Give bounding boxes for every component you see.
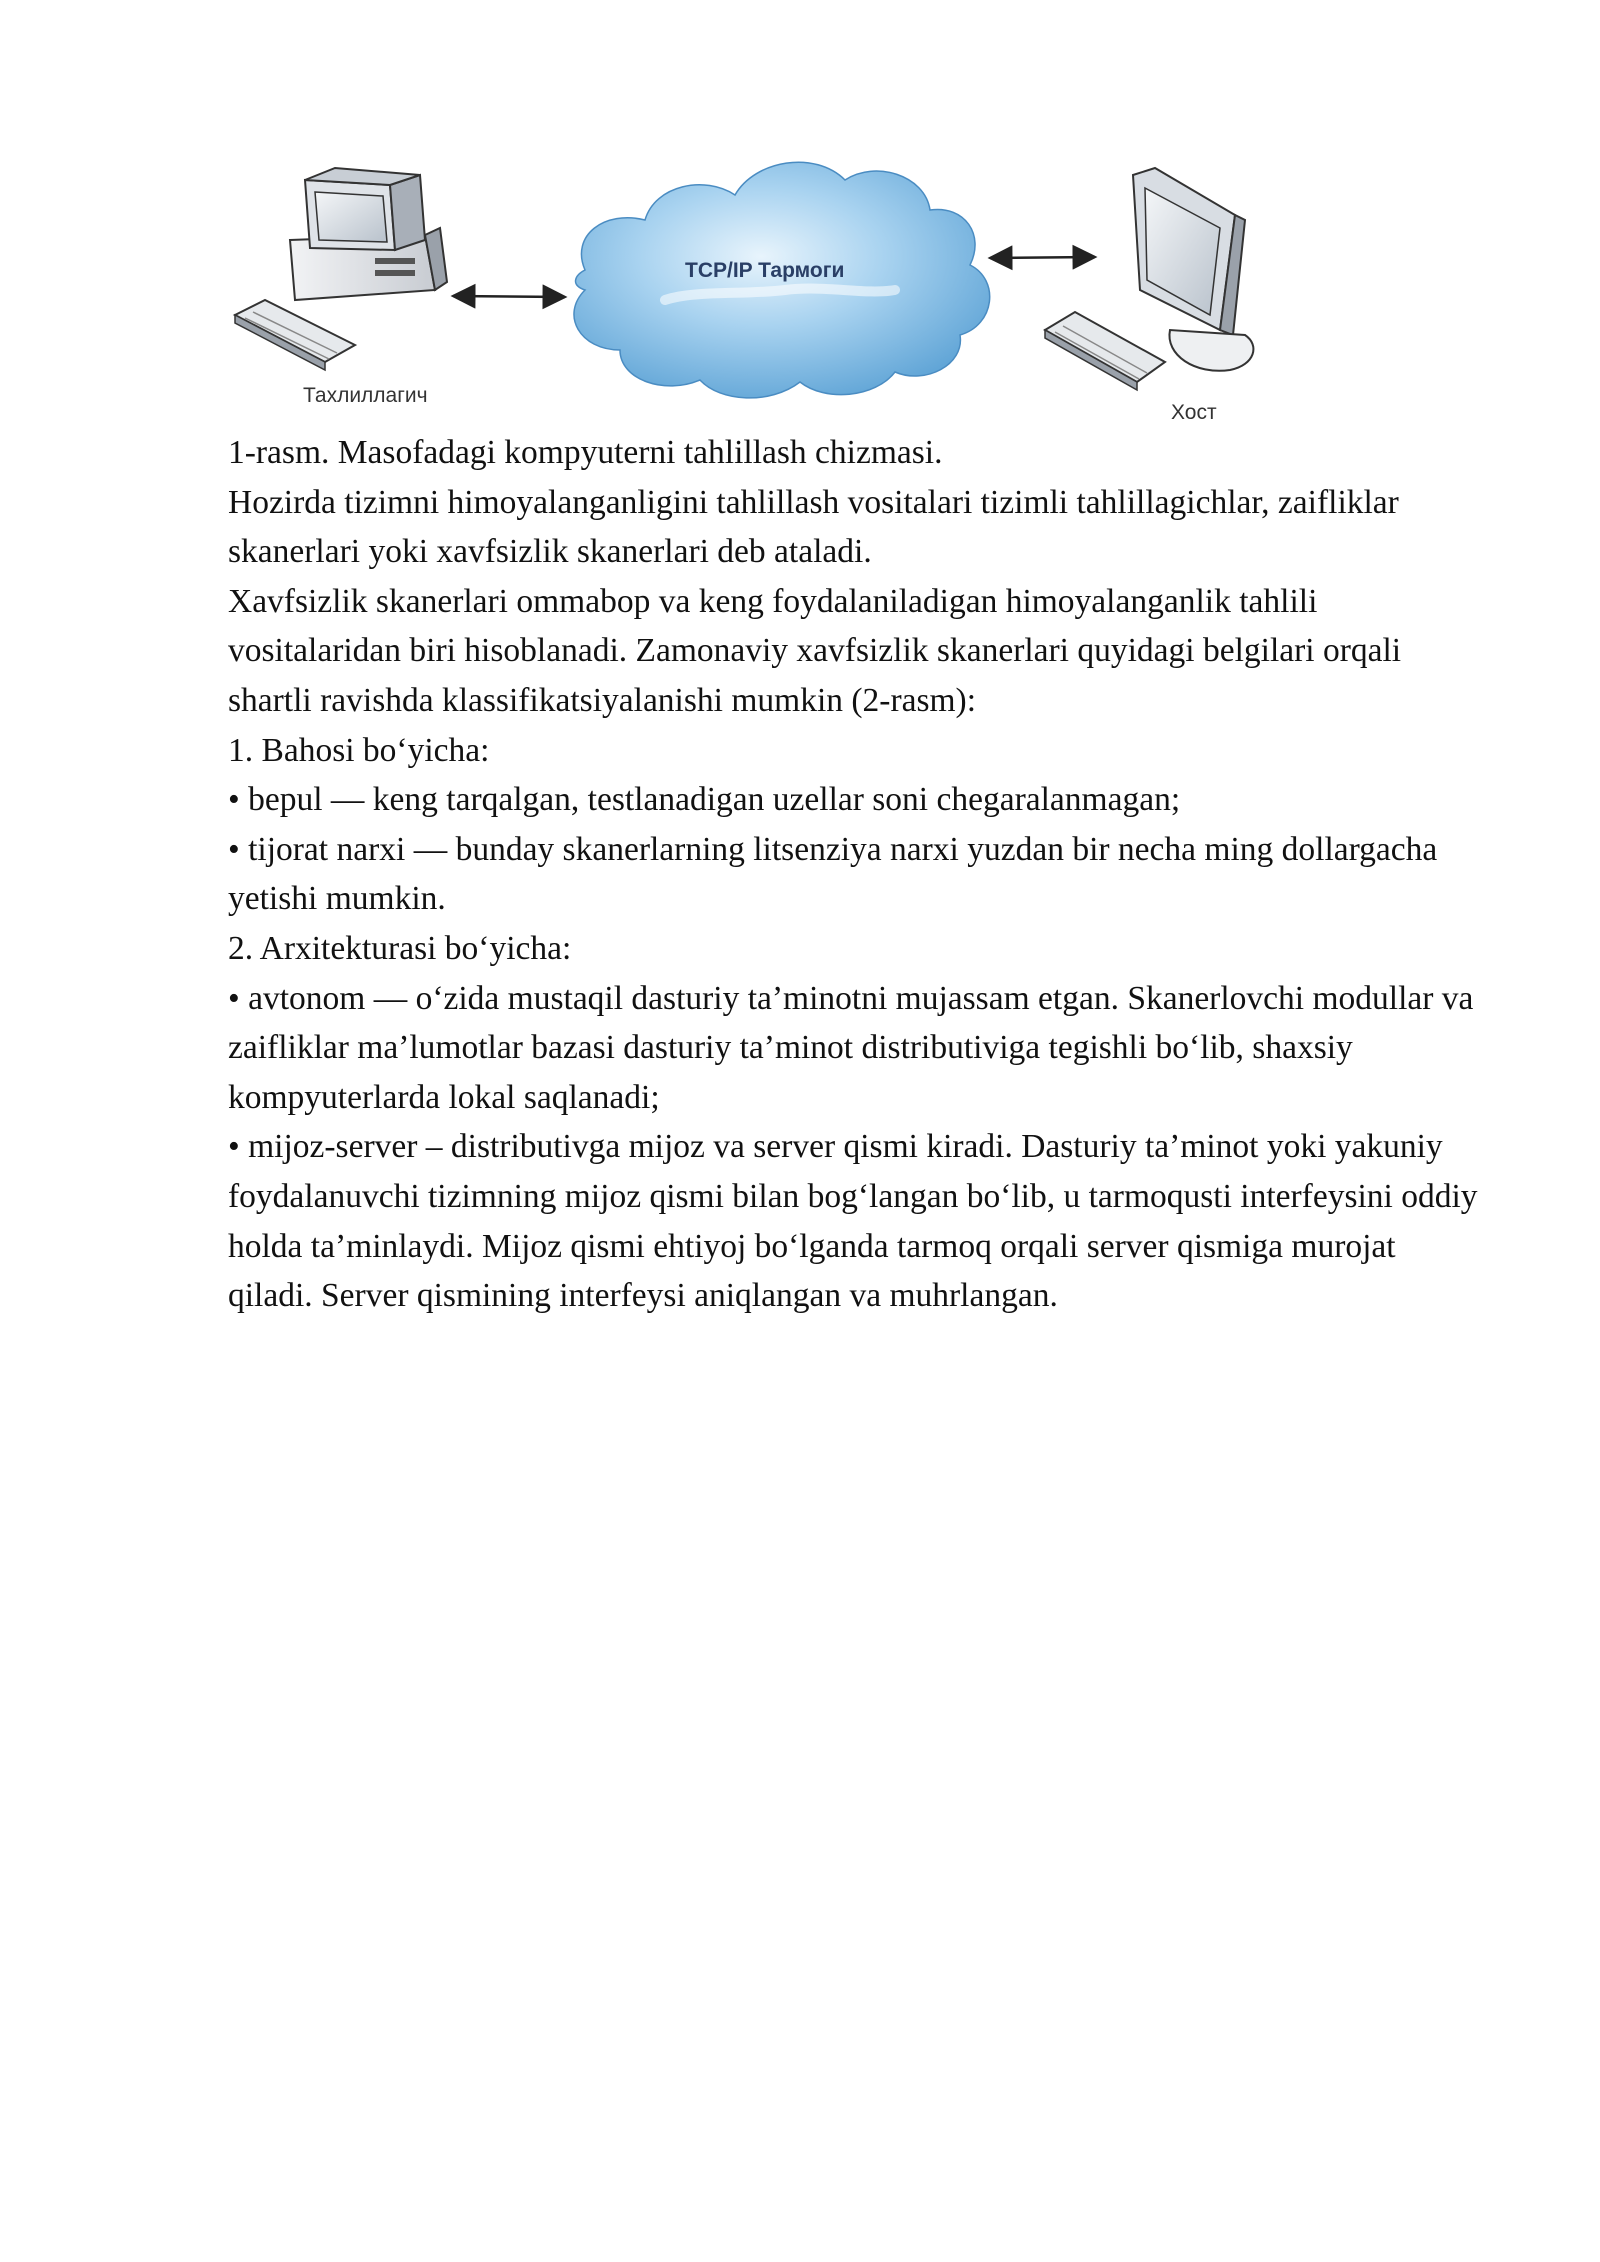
- network-diagram: [225, 140, 1280, 430]
- document-body: [228, 428, 1478, 1321]
- host-computer-icon: [1045, 168, 1253, 390]
- network-cloud-icon: [574, 162, 990, 398]
- list-heading-architecture: 2. Arxitekturasi bo‘yicha:: [228, 929, 572, 967]
- left-connection-arrow: [453, 296, 565, 297]
- list-item-standalone: • avtonom — o‘zida mustaqil dasturiy ta’minotni mujassam etgan. Skanerlovchi modullar va zaifliklar ma’lumotlar bazasi dasturiy ta’minot distributiviga tegishli bo‘lib, shaxsiy kompyuterlarda lokal saqlanadi;: [228, 979, 1474, 1116]
- analyzer-label: Тахлиллагич: [303, 384, 428, 407]
- right-connection-arrow: [990, 257, 1095, 258]
- list-item-commercial: • tijorat narxi — bunday skanerlarning litsenziya narxi yuzdan bir necha ming dollargacha yetishi mumkin.: [228, 830, 1438, 918]
- list-item-client-server: • mijoz-server – distributivga mijoz va server qismi kiradi. Dasturiy ta’minot yoki yakuniy foydalanuvchi tizimning mijoz qismi bilan bog‘langan bo‘lib, u tarmoqusti interfeysini oddiy holda ta’minlaydi. Mijoz qismi ehtiyoj bo‘lganda tarmoq orqali server qismiga murojat qiladi. Server qismining interfeysi aniqlangan va muhrlangan.: [228, 1128, 1478, 1315]
- list-item-free: • bepul — keng tarqalgan, testlanadigan uzellar soni chegaralanmagan;: [228, 781, 1181, 819]
- list-heading-price: 1. Bahosi bo‘yicha:: [228, 731, 490, 769]
- figure-caption: 1-rasm. Masofadagi kompyuterni tahlillash chizmasi.: [228, 434, 943, 471]
- analyzer-computer-icon: [235, 168, 447, 370]
- paragraph-scanners: Xavfsizlik skanerlari ommabop va keng foydalaniladigan himoyalanganlik tahlili vositalaridan biri hisoblanadi. Zamonaviy xavfsizlik skanerlari quyidagi belgilari orqali shartli ravishda klassifikatsiyalanishi mumkin (2-rasm):: [228, 582, 1402, 719]
- paragraph-intro: Hozirda tizimni himoyalanganligini tahlillash vositalari tizimli tahlillagichlar, zaifliklar skanerlari yoki xavfsizlik skanerlari deb ataladi.: [228, 483, 1399, 571]
- host-label: Хост: [1171, 401, 1217, 424]
- cloud-label: TCP/IP Тармоги: [685, 259, 845, 282]
